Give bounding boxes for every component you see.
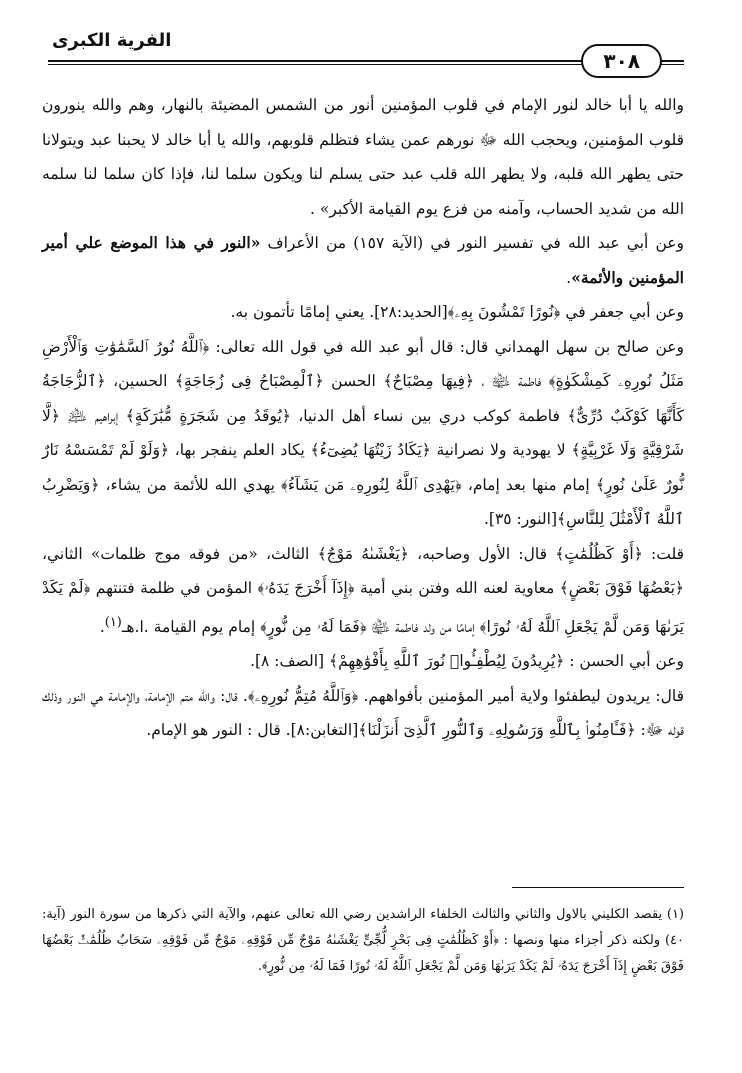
text-segment: فاطمة كوكب دري بين نساء أهل الدنيا،: [290, 406, 568, 425]
text-segment: [النور: ٣٥].: [483, 510, 557, 528]
text-segment: الحسن: [323, 372, 384, 390]
quran-verse: ﴿ٱلزُّجَاجَةُ كَأَنَّهَا كَوْكَبٌ دُرِّىٌّ﴾: [42, 372, 684, 425]
text-segment: إمام يوم القيامة .ا.هـ: [121, 617, 261, 636]
text-segment: [التغابن:٨]. قال : النور هو الإمام.: [146, 721, 359, 740]
paragraph-4: [42, 330, 684, 537]
quran-verse: ﴿بَعْضُهَا فَوْقَ بَعْضٍ﴾: [559, 579, 685, 597]
text-segment: الثالث، «من فوقه موج ظلمات» الثاني،: [42, 544, 318, 563]
text-segment: وعن أبي الحسن :: [564, 652, 684, 671]
page-number: ٣٠٨: [581, 44, 662, 78]
paragraph-6: [42, 644, 684, 679]
quran-verse: ﴿يَغْشَىٰهُ مَوْجٌ﴾: [317, 544, 409, 563]
text-segment: قال: الأول وصاحبه،: [408, 544, 556, 563]
paragraph-3-end: [الحديد:٢٨]. يعني إمامًا تأتمون به.: [230, 303, 448, 321]
footnote-divider: [512, 887, 684, 888]
quran-verse: ﴿أَوْ كَظُلُمَٰتٍ﴾: [555, 544, 643, 563]
quran-verse: ﴿لَّا شَرْقِيَّةٍ وَلَا غَرْبِيَّةٍ﴾: [42, 406, 684, 459]
paragraph-5: [42, 537, 684, 645]
text-segment: المؤمن في ظلمة فتنتهم: [90, 579, 258, 597]
text-segment: يكاد العلم ينفجر بها،: [169, 441, 311, 459]
quran-verse: ﴿يُوقَدُ مِن شَجَرَةٍ مُّبَٰرَكَةٍ﴾: [125, 406, 291, 425]
quran-verse: ﴿نُورًا تَمْشُونَ بِهِۦ﴾: [447, 303, 561, 321]
text-segment: . قال: والله متم الإمامة، والإمامة هي النور وذلك قوله ﷻ:: [42, 686, 684, 740]
quran-verse: ﴿ٱللَّهُ نُورُ ٱلسَّمَٰوَٰتِ وَٱلْأَرْضِ مَثَلُ نُورِهِۦ كَمِشْكَوٰةٍ﴾: [42, 337, 685, 390]
text-segment: .: [257, 959, 262, 974]
paragraph-3: [42, 295, 684, 330]
quran-verse: ﴿ٱلْمِصْبَاحُ فِى زُجَاجَةٍ﴾: [174, 372, 324, 390]
text-segment: قلت:: [642, 544, 684, 563]
quran-verse: ﴿يُرِيدُونَ لِيُطْفِـُٔوا۟ نُورَ ٱللَّهِ بِأَفْوَٰهِهِمْ﴾: [329, 652, 565, 671]
text-segment: .: [99, 617, 105, 636]
text-segment: قال: يريدون ليطفئوا ولاية أمير المؤمنين بأفواههم.: [358, 686, 684, 705]
quran-verse: ﴿وَلَوْ لَمْ تَمْسَسْهُ نَارٌ نُّورٌ عَلَىٰ نُورٍ﴾: [42, 441, 685, 494]
paragraph-7: [42, 679, 684, 748]
quran-verse: ﴿وَٱللَّهُ مُتِمُّ نُورِهِۦ﴾: [247, 686, 359, 705]
paragraph-2-quote: «النور في هذا الموضع علي أمير المؤمنين والأئمة»: [42, 233, 684, 287]
paragraph-2-text: وعن أبي عبد الله في تفسير النور في (الآية ١٥٧) من الأعراف: [260, 234, 684, 252]
text-segment: فاطمة ﵍ ،: [474, 372, 549, 390]
text-segment: إمام منها بعد إمام،: [461, 475, 596, 494]
page-header: [48, 28, 684, 72]
text-segment: وعن صالح بن سهل الهمداني قال: قال أبو عبد الله في قول الله تعالى:: [209, 337, 684, 356]
quran-verse: ﴿أَوْ كَظُلُمَٰتٍ فِى بَحْرٍ لُّجِّىٍّ يَغْشَىٰهُ مَوْجٌ مِّن فَوْقِهِۦ مَوْجٌ مِّن فَوْقِهِۦ سَحَابٌ ظُلُمَٰتٌۢ بَعْضُهَا فَوْقَ بَعْضٍ إِذَآ أَخْرَجَ يَدَهُۥ لَمْ يَكَدْ يَرَىٰهَا وَمَن لَّمْ يَجْعَلِ ٱللَّهُ لَهُۥ نُورًا فَمَا لَهُۥ مِن نُّورٍ﴾: [42, 933, 684, 974]
text-segment: يهدي الله للأئمة من يشاء،: [99, 475, 282, 494]
quran-verse: ﴿لَمْ يَكَدْ يَرَىٰهَا وَمَن لَّمْ يَجْعَلِ ٱللَّهُ لَهُۥ نُورًا﴾: [42, 579, 684, 636]
quran-verse: ﴿فِيهَا مِصْبَاحٌ﴾: [383, 372, 475, 390]
text-segment: لا يهودية ولا نصرانية: [430, 441, 572, 459]
quran-verse: ﴿يَهْدِى ٱللَّهُ لِنُورِهِۦ مَن يَشَآءُ﴾: [281, 475, 462, 494]
quran-verse: ﴿فَمَا لَهُۥ مِن نُّورٍ﴾: [260, 617, 367, 636]
text-segment: [الصف: ٨].: [250, 652, 330, 671]
paragraph-2-end: .: [566, 268, 572, 287]
text-segment: إبراهيم ﵇: [59, 406, 126, 425]
text-segment: الحسين،: [105, 372, 175, 390]
footnote-marker: (١): [104, 614, 122, 630]
quran-verse: ﴿إِذَآ أَخْرَجَ يَدَهُۥ﴾: [257, 579, 355, 597]
text-segment: (١) يقصد الكليني بالاول والثاني والثالث الخلفاء الراشدين رضي الله تعالى عنهم، والآية التي ذكرها من سورة النور (آية: ٤٠) ولكنه ذكر أجزاء منها ونصها :: [42, 907, 684, 948]
paragraph-3-text: وعن أبي جعفر في: [560, 303, 684, 321]
quran-verse: ﴿فَـَٔامِنُوا۟ بِٱللَّهِ وَرَسُولِهِۦ وَٱلنُّورِ ٱلَّذِىٓ أَنزَلْنَا﴾: [358, 721, 636, 740]
paragraph-1: والله يا أبا خالد لنور الإمام في قلوب المؤمنين أنور من الشمس المضيئة بالنهار، وهم والله ينورون قلوب المؤمنين، ويحجب الله ﷻ نورهم عمن يشاء فتظلم قلوبهم، والله يا أبا خالد لا يحبنا عبد ويتولانا حتى يطهر الله قلبه، ولا يطهر الله قلب عبد حتى يسلم لنا ويكون سلما لنا، فإذا كان سلما لنا سلمه الله من شديد الحساب، وآمنه من فزع يوم القيامة الأكبر» .: [42, 96, 684, 218]
main-text: [42, 88, 684, 748]
quran-verse: ﴿يَكَادُ زَيْتُهَا يُضِىٓءُ﴾: [310, 441, 431, 459]
footnotes: [42, 902, 684, 980]
book-title: الفرية الكبرى: [48, 30, 175, 51]
quran-verse: ﴿وَيَضْرِبُ ٱللَّهُ ٱلْأَمْثَٰلَ لِلنَّاسِ﴾: [42, 475, 684, 528]
footnote-1: [42, 902, 684, 980]
text-segment: إمامًا من ولد فاطمة ﵍: [366, 617, 480, 636]
text-segment: معاوية لعنه الله وفتن بني أمية: [354, 579, 560, 597]
paragraph-2: [42, 226, 684, 295]
